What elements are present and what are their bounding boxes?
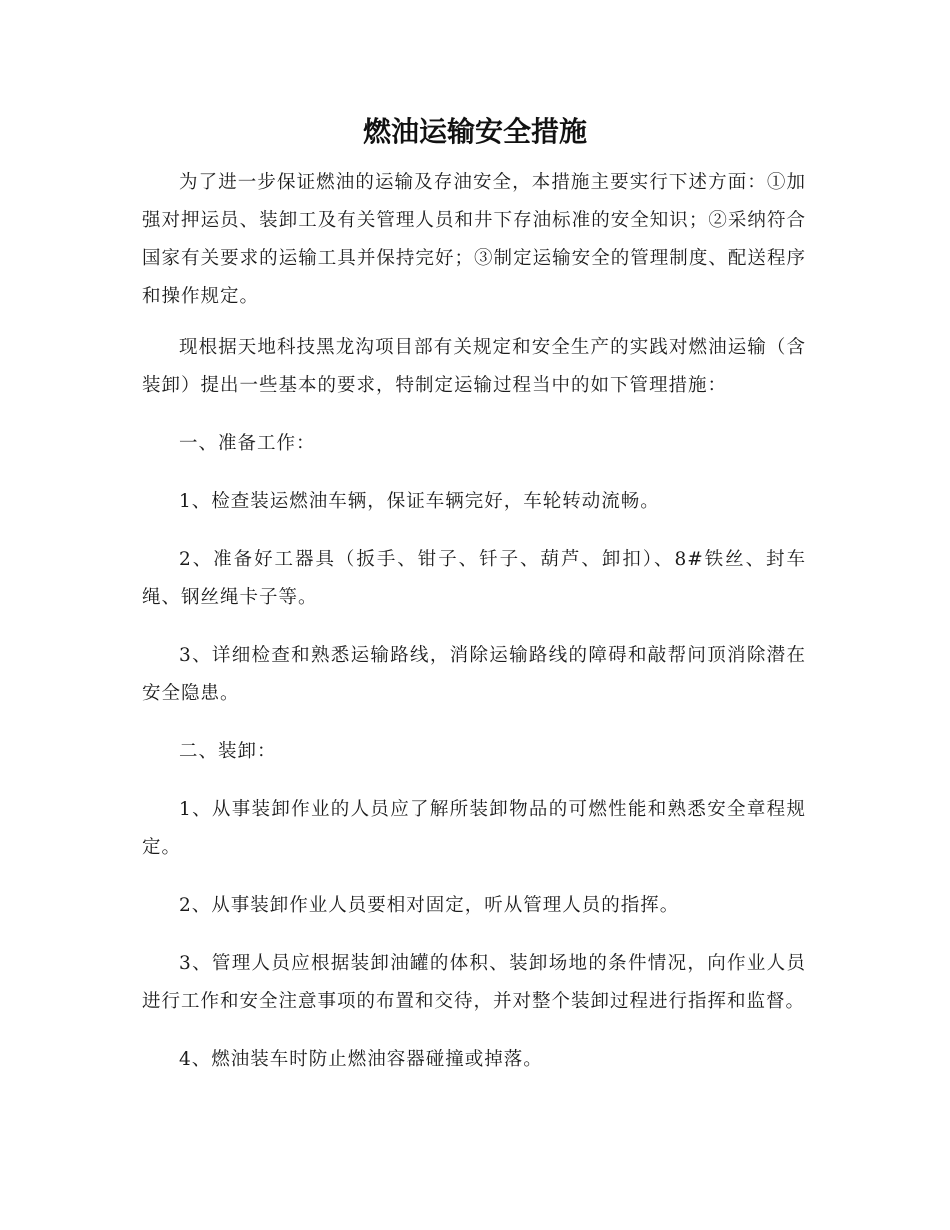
- loading-item-4: 4、燃油装车时防止燃油容器碰撞或掉落。: [179, 1049, 543, 1070]
- preparation-item-3: 3、详细检查和熟悉运输路线，消除运输路线的障碍和敲帮问顶消除潜在安全隐患。: [142, 645, 806, 704]
- document-body: [142, 164, 806, 1079]
- loading-item-3: 3、管理人员应根据装卸油罐的体积、装卸场地的条件情况，向作业人员进行工作和安全注意事项的布置和交待，并对整个装卸过程进行指挥和监督。: [142, 953, 806, 1012]
- document-title: 燃油运输安全措施: [362, 115, 587, 148]
- preparation-item-2: 2、准备好工器具（扳手、钳子、钎子、葫芦、卸扣）、8#铁丝、封车绳、钢丝绳卡子等。: [142, 549, 806, 608]
- section-heading-preparation: 一、准备工作：: [179, 433, 316, 454]
- loading-item-1: 1、从事装卸作业的人员应了解所装卸物品的可燃性能和熟悉安全章程规定。: [142, 799, 806, 858]
- loading-item-2: 2、从事装卸作业人员要相对固定，听从管理人员的指挥。: [179, 895, 680, 916]
- intro-paragraph: 为了进一步保证燃油的运输及存油安全，本措施主要实行下述方面：①加强对押运员、装卸工及有关管理人员和井下存油标准的安全知识；②采纳符合国家有关要求的运输工具并保持完好；③制定运输安全的管理制度、配送程序和操作规定。: [142, 172, 806, 307]
- preparation-item-1: 1、检查装运燃油车辆，保证车辆完好，车轮转动流畅。: [179, 491, 660, 512]
- basis-paragraph: 现根据天地科技黑龙沟项目部有关规定和安全生产的实践对燃油运输（含装卸）提出一些基本的要求，特制定运输过程当中的如下管理措施：: [142, 337, 806, 396]
- section-heading-loading: 二、装卸：: [179, 741, 277, 762]
